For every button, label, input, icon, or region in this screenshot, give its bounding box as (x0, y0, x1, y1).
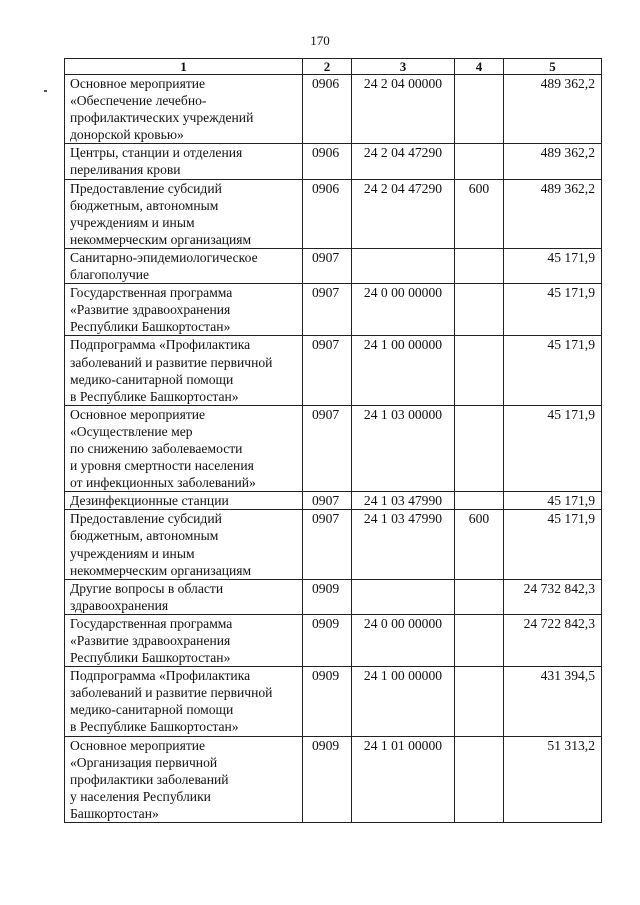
section-code-cell: 0907 (303, 284, 352, 336)
table-row (65, 579, 602, 614)
amount-cell: 45 171,9 (504, 405, 602, 491)
amount-cell: 489 362,2 (504, 179, 602, 248)
expense-type-cell (455, 736, 504, 822)
expense-type-cell (455, 336, 504, 405)
table-row (65, 492, 602, 510)
header-cell: 3 (352, 59, 455, 75)
table-row (65, 336, 602, 405)
header-cell: 4 (455, 59, 504, 75)
table-row (65, 614, 602, 666)
section-code-cell: 0909 (303, 667, 352, 736)
section-code-cell: 0906 (303, 144, 352, 179)
item-name-cell: Предоставление субсидий бюджетным, автономным учреждениям и иным некоммерческим организациям (65, 179, 303, 248)
amount-cell: 51 313,2 (504, 736, 602, 822)
item-name-cell: Предоставление субсидий бюджетным, автономным учреждениям и иным некоммерческим организациям (65, 510, 303, 579)
target-article-cell: 24 1 03 47990 (352, 510, 455, 579)
amount-cell: 45 171,9 (504, 510, 602, 579)
amount-cell: 489 362,2 (504, 144, 602, 179)
target-article-cell: 24 1 03 47990 (352, 492, 455, 510)
target-article-cell: 24 2 04 47290 (352, 144, 455, 179)
expense-type-cell (455, 614, 504, 666)
table-row (65, 248, 602, 283)
amount-cell: 45 171,9 (504, 248, 602, 283)
scan-artifact (44, 90, 47, 92)
section-code-cell: 0907 (303, 510, 352, 579)
table-row (65, 75, 602, 144)
table-row (65, 510, 602, 579)
amount-cell: 24 732 842,3 (504, 579, 602, 614)
item-name-cell: Другие вопросы в области здравоохранения (65, 579, 303, 614)
item-name-cell: Государственная программа «Развитие здравоохранения Республики Башкортостан» (65, 284, 303, 336)
section-code-cell: 0909 (303, 614, 352, 666)
target-article-cell: 24 1 00 00000 (352, 667, 455, 736)
expense-type-cell: 600 (455, 179, 504, 248)
budget-table (64, 58, 602, 823)
page-number: 170 (310, 33, 330, 48)
section-code-cell: 0906 (303, 75, 352, 144)
target-article-cell: 24 2 04 47290 (352, 179, 455, 248)
item-name-cell: Основное мероприятие «Организация первичной профилактики заболеваний у населения Республики Башкортостан» (65, 736, 303, 822)
item-name-cell: Подпрограмма «Профилактика заболеваний и развитие первичной медико-санитарной помощи в Республике Башкортостан» (65, 336, 303, 405)
table-row (65, 667, 602, 736)
item-name-cell: Центры, станции и отделения переливания крови (65, 144, 303, 179)
item-name-cell: Основное мероприятие «Осуществление мер по снижению заболеваемости и уровня смертности населения от инфекционных заболеваний» (65, 405, 303, 491)
table-row (65, 144, 602, 179)
expense-type-cell (455, 75, 504, 144)
target-article-cell (352, 248, 455, 283)
expense-type-cell (455, 405, 504, 491)
item-name-cell: Санитарно-эпидемиологическое благополучие (65, 248, 303, 283)
target-article-cell: 24 1 01 00000 (352, 736, 455, 822)
expense-type-cell: 600 (455, 510, 504, 579)
amount-cell: 45 171,9 (504, 492, 602, 510)
header-row (65, 59, 602, 75)
target-article-cell: 24 0 00 00000 (352, 614, 455, 666)
amount-cell: 45 171,9 (504, 336, 602, 405)
item-name-cell: Государственная программа «Развитие здравоохранения Республики Башкортостан» (65, 614, 303, 666)
expense-type-cell (455, 667, 504, 736)
header-cell: 1 (65, 59, 303, 75)
expense-type-cell (455, 248, 504, 283)
target-article-cell: 24 2 04 00000 (352, 75, 455, 144)
table-row (65, 179, 602, 248)
item-name-cell: Подпрограмма «Профилактика заболеваний и развитие первичной медико-санитарной помощи в Республике Башкортостан» (65, 667, 303, 736)
table-row (65, 736, 602, 822)
section-code-cell: 0909 (303, 736, 352, 822)
expense-type-cell (455, 492, 504, 510)
header-cell: 2 (303, 59, 352, 75)
amount-cell: 24 722 842,3 (504, 614, 602, 666)
expense-type-cell (455, 579, 504, 614)
target-article-cell: 24 1 00 00000 (352, 336, 455, 405)
section-code-cell: 0907 (303, 492, 352, 510)
section-code-cell: 0907 (303, 248, 352, 283)
table-body (65, 75, 602, 823)
section-code-cell: 0909 (303, 579, 352, 614)
section-code-cell: 0907 (303, 405, 352, 491)
expense-type-cell (455, 144, 504, 179)
section-code-cell: 0907 (303, 336, 352, 405)
item-name-cell: Основное мероприятие «Обеспечение лечебно- профилактических учреждений донорской кровью» (65, 75, 303, 144)
item-name-cell: Дезинфекционные станции (65, 492, 303, 510)
amount-cell: 489 362,2 (504, 75, 602, 144)
table-row (65, 405, 602, 491)
amount-cell: 431 394,5 (504, 667, 602, 736)
section-code-cell: 0906 (303, 179, 352, 248)
amount-cell: 45 171,9 (504, 284, 602, 336)
target-article-cell: 24 0 00 00000 (352, 284, 455, 336)
table-row (65, 284, 602, 336)
target-article-cell: 24 1 03 00000 (352, 405, 455, 491)
expense-type-cell (455, 284, 504, 336)
target-article-cell (352, 579, 455, 614)
header-cell: 5 (504, 59, 602, 75)
